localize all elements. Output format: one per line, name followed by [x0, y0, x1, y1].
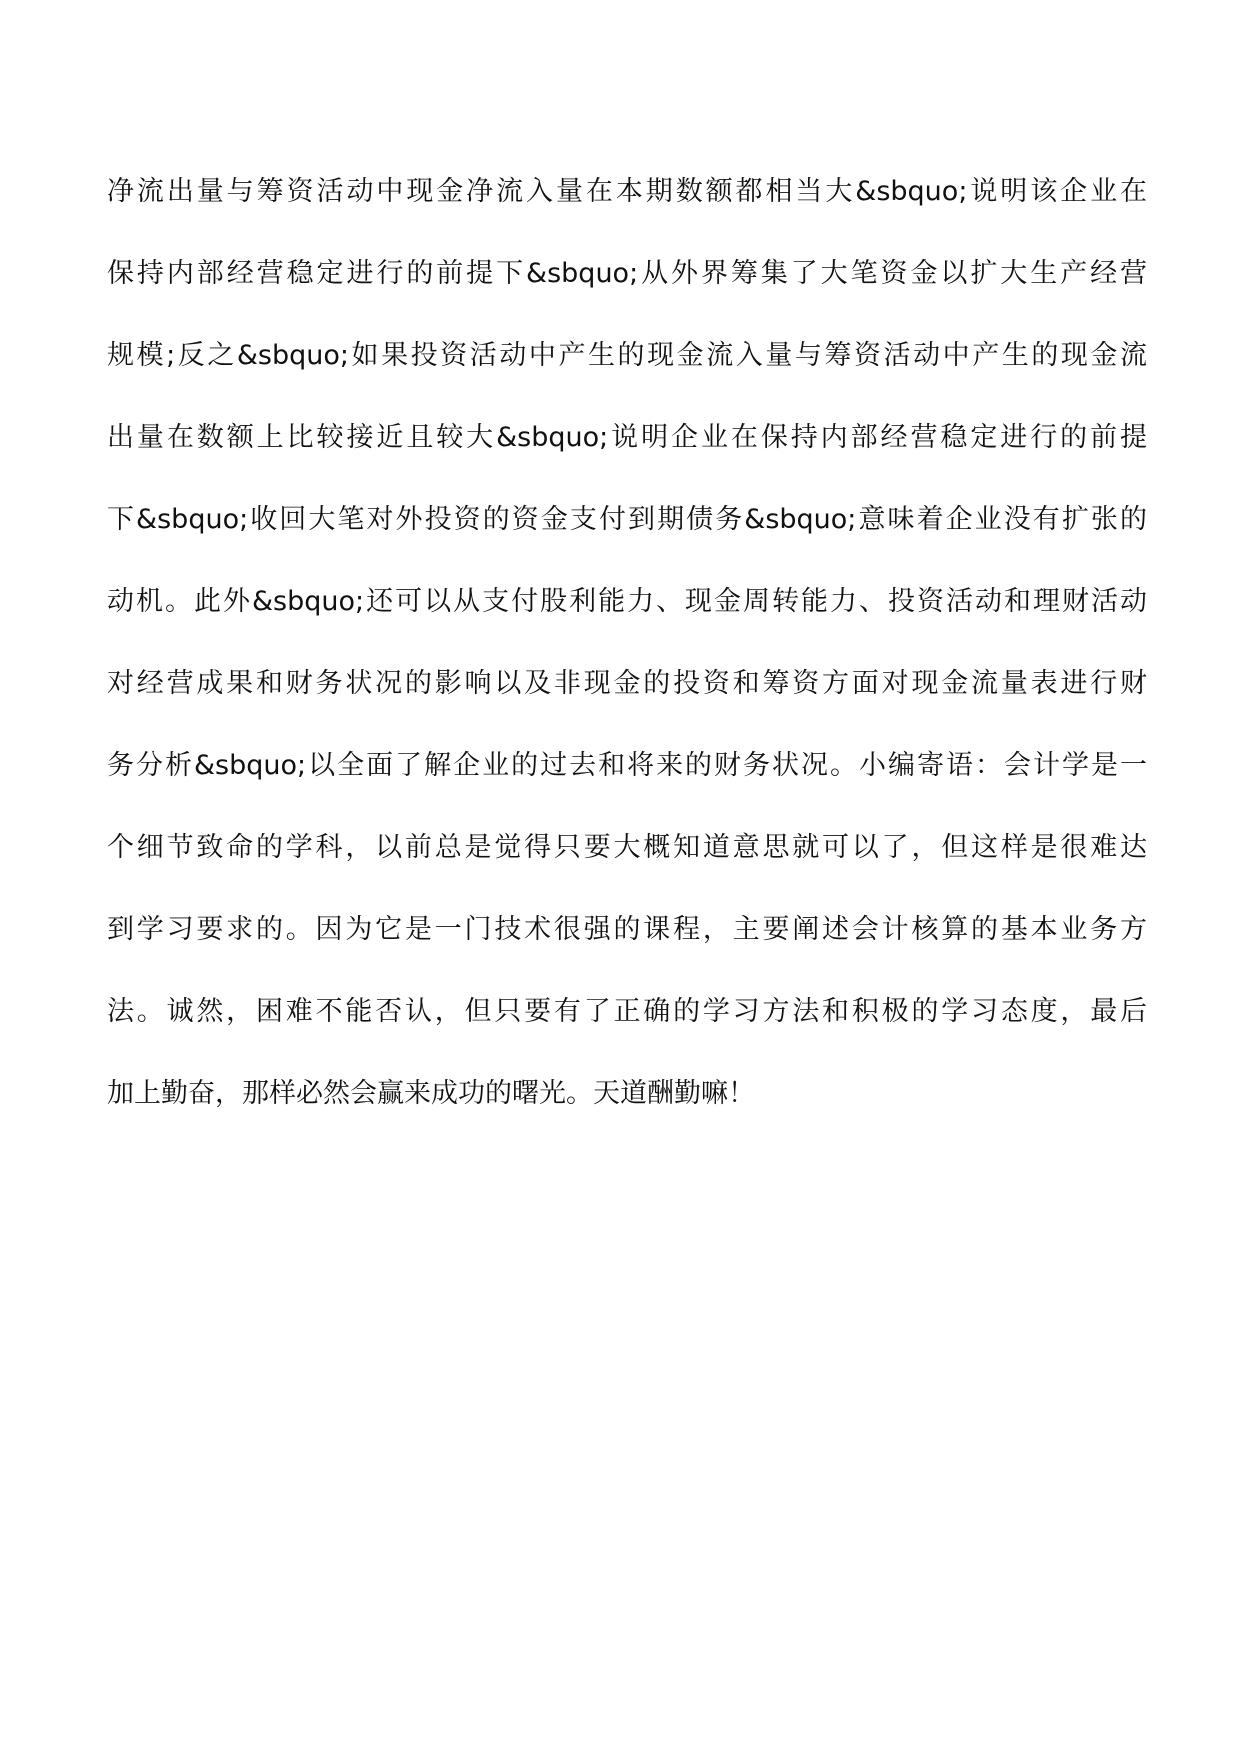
text-line-8: 务分析&sbquo;以全面了解企业的过去和将来的财务状况。小编寄语：会计学是一	[107, 750, 1147, 781]
text-line-6: 动机。此外&sbquo;还可以从支付股利能力、现金周转能力、投资活动和理财活动	[107, 586, 1147, 617]
text-line-4: 出量在数额上比较接近且较大&sbquo;说明企业在保持内部经营稳定进行的前提	[107, 422, 1147, 453]
text-line-9: 个细节致命的学科，以前总是觉得只要大概知道意思就可以了，但这样是很难达	[107, 832, 1147, 863]
text-line-5: 下&sbquo;收回大笔对外投资的资金支付到期债务&sbquo;意味着企业没有扩张的	[107, 504, 1147, 535]
text-line-3: 规模;反之&sbquo;如果投资活动中产生的现金流入量与筹资活动中产生的现金流	[107, 340, 1147, 371]
text-line-10: 到学习要求的。因为它是一门技术很强的课程，主要阐述会计核算的基本业务方	[107, 914, 1147, 945]
text-line-2: 保持内部经营稳定进行的前提下&sbquo;从外界筹集了大笔资金以扩大生产经营	[107, 258, 1147, 289]
body-paragraph	[107, 160, 1147, 1144]
text-line-7: 对经营成果和财务状况的影响以及非现金的投资和筹资方面对现金流量表进行财	[107, 668, 1147, 699]
text-line-1: 净流出量与筹资活动中现金净流入量在本期数额都相当大&sbquo;说明该企业在	[107, 176, 1147, 207]
text-line-12: 加上勤奋，那样必然会赢来成功的曙光。天道酬勤嘛！	[107, 1078, 755, 1109]
text-line-11: 法。诚然，困难不能否认，但只要有了正确的学习方法和积极的学习态度，最后	[107, 996, 1147, 1027]
